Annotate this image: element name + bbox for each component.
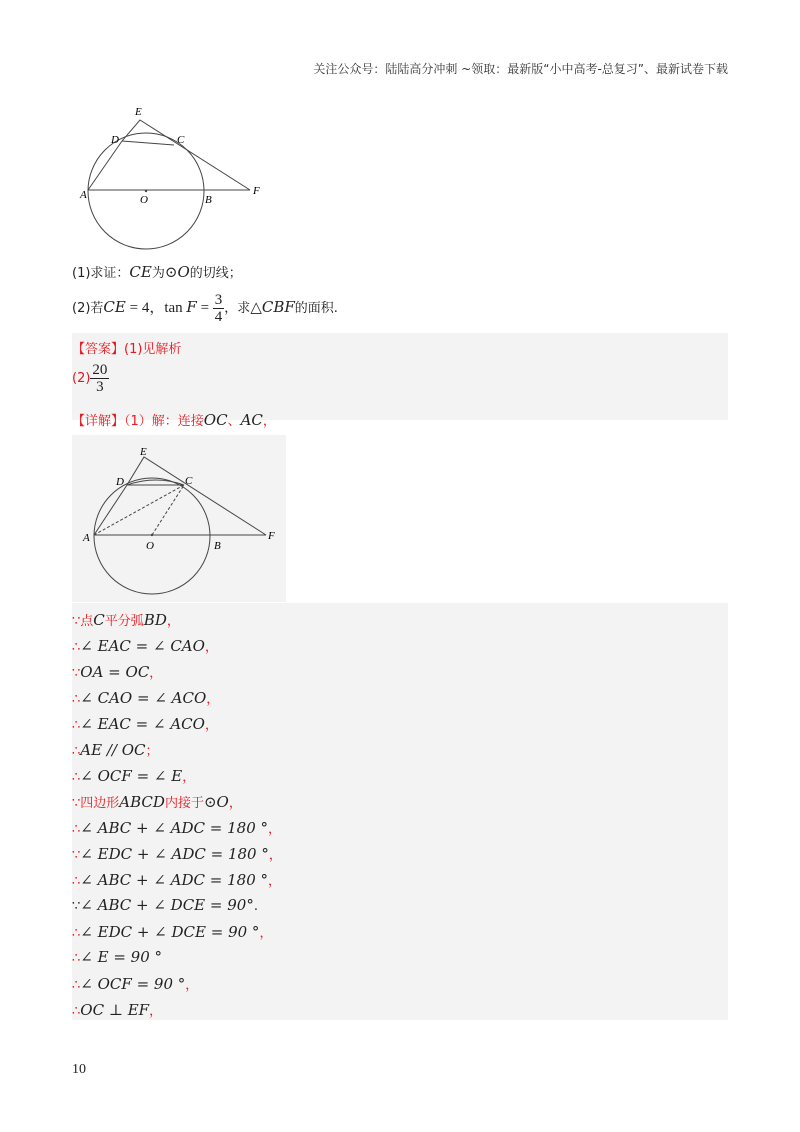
proof-line: ∴∠ E = 90 ° (72, 948, 163, 966)
proof-line: ∴∠ EDC + ∠ DCE = 90 °， (72, 923, 273, 941)
label-E: E (135, 106, 142, 118)
label-A-2: A (83, 532, 90, 544)
label-C-2: C (185, 475, 193, 487)
proof-line: ∴∠ EAC = ∠ ACO， (72, 715, 218, 733)
proof-line: ∴∠ CAO = ∠ ACO， (72, 689, 220, 707)
answer-line-2: (2) $\frac{20}{3}$ (72, 362, 108, 395)
proof-line: ∴AE // OC； (72, 741, 159, 759)
label-B: B (205, 194, 212, 206)
detail-intro: 【详解】（1）解：连接OC、AC， (72, 411, 276, 429)
proof-line: ∵∠ ABC + ∠ DCE = 90°. (72, 896, 258, 914)
page-header: 关注公众号：陆陆高分冲刺 ~领取：最新版“小中高考-总复习”、最新试卷下载 (313, 62, 728, 76)
page-number: 10 (72, 1062, 86, 1077)
proof-line: ∴∠ ABC + ∠ ADC = 180 °， (72, 871, 282, 889)
proof-block (72, 603, 728, 1020)
label-D: D (111, 134, 119, 146)
proof-line: ∴∠ OCF = ∠ E， (72, 767, 196, 785)
question-1: (1)求证：CE为⊙O的切线； (72, 263, 242, 281)
proof-line: ∴OC ⊥ EF， (72, 1001, 163, 1019)
label-E-2: E (140, 446, 147, 458)
proof-line: ∵OA = OC， (72, 663, 163, 681)
label-B-2: B (214, 540, 221, 552)
proof-line: ∴∠ OCF = 90 °， (72, 975, 199, 993)
label-F: F (253, 185, 260, 197)
label-F-2: F (268, 530, 275, 542)
proof-line: ∵四边形ABCD内接于⊙O， (72, 793, 242, 811)
label-C: C (177, 134, 185, 146)
label-O: O (140, 194, 148, 206)
proof-line: ∴∠ EAC = ∠ CAO， (72, 637, 218, 655)
label-A: A (80, 189, 87, 201)
geometry-figure-2 (72, 435, 286, 602)
question-2: (2)若CE = 4，tan F = $\frac{3}{4}$ ，求△CBF的面积. (72, 292, 338, 325)
answer-line-1: 【答案】(1)见解析 (72, 342, 182, 357)
geometry-figure-1 (78, 100, 278, 255)
fraction-20-3: $\frac{20}{3}$ (92, 362, 108, 395)
label-O-2: O (146, 540, 154, 552)
label-D-2: D (116, 476, 124, 488)
proof-line: ∴∠ ABC + ∠ ADC = 180 °， (72, 819, 282, 837)
proof-line: ∵∠ EDC + ∠ ADC = 180 °， (72, 845, 282, 863)
proof-line: ∵点C平分弧BD， (72, 611, 180, 629)
fraction-3-4: $\frac{3}{4}$ (214, 292, 223, 325)
